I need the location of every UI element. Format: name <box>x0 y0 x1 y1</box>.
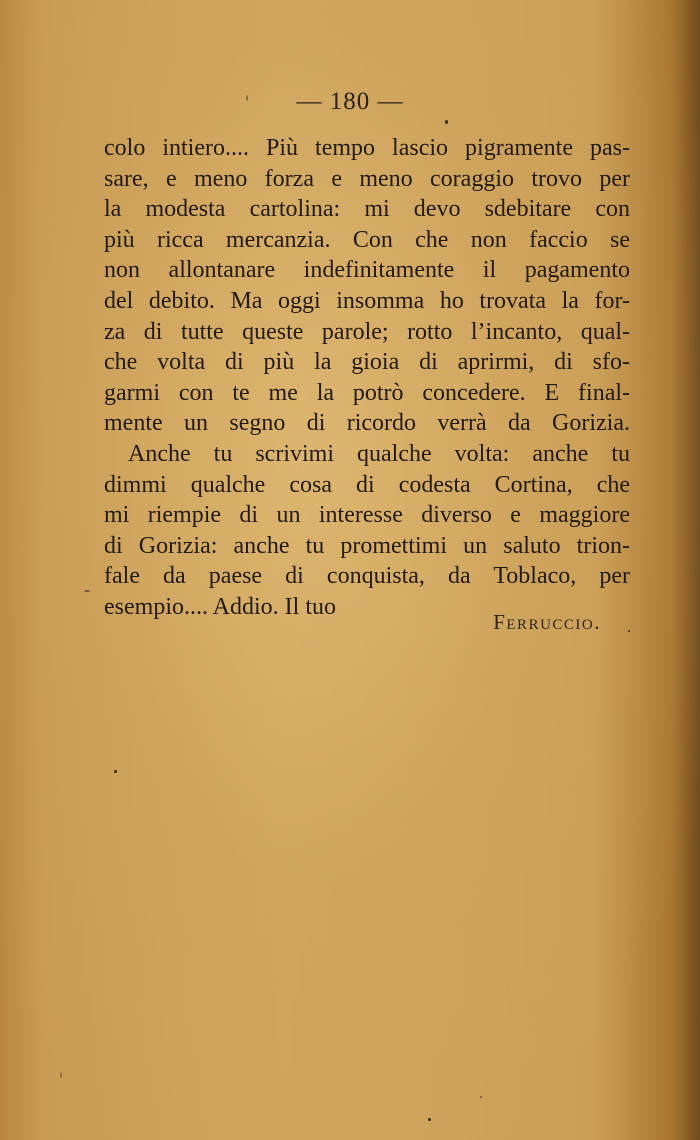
text-line: colo intiero.... Più tempo lascio pigramente pas- <box>104 135 630 161</box>
paper-speck <box>114 770 117 773</box>
page-number: — 180 — <box>296 88 404 115</box>
letter-body <box>104 133 630 623</box>
text-line: più ricca mercanzia. Con che non faccio se <box>104 226 630 253</box>
text-line: za di tutte queste parole; rotto l’incanto, qual- <box>104 318 630 345</box>
text-line: di Gorizia: anche tu promettimi un saluto trion- <box>104 532 630 559</box>
text-line: non allontanare indefinitamente il pagamento <box>104 257 630 284</box>
text-line: Anche tu scrivimi qualche volta: anche tu <box>128 440 630 467</box>
paper-speck <box>84 590 90 592</box>
paper-speck <box>445 120 448 124</box>
text-line: garmi con te me la potrò concedere. E final- <box>104 379 630 406</box>
paper-speck <box>246 95 248 101</box>
text-line: sare, e meno forza e meno coraggio trovo per <box>104 165 630 192</box>
text-line: del debito. Ma oggi insomma ho trovata la for- <box>104 287 630 314</box>
paragraph-2 <box>104 439 630 623</box>
paper-speck <box>628 630 630 632</box>
text-line: esempio.... Addio. Il tuo <box>104 593 336 620</box>
paragraph-1 <box>104 133 630 439</box>
paper-speck <box>428 1118 431 1121</box>
text-line: la modesta cartolina: mi devo sdebitare con <box>104 196 630 223</box>
paper-speck <box>60 1072 62 1078</box>
text-line: che volta di più la gioia di aprirmi, di sfo- <box>104 349 630 376</box>
paper-speck <box>480 1096 482 1098</box>
text-line: dimmi qualche cosa di codesta Cortina, che <box>104 471 630 498</box>
text-line: mi riempie di un interesse diverso e maggiore <box>104 502 630 529</box>
text-line: mente un segno di ricordo verrà da Gorizia. <box>104 410 630 437</box>
text-line: fale da paese di conquista, da Toblaco, per <box>104 563 630 590</box>
signature: Ferruccio. <box>493 610 601 634</box>
